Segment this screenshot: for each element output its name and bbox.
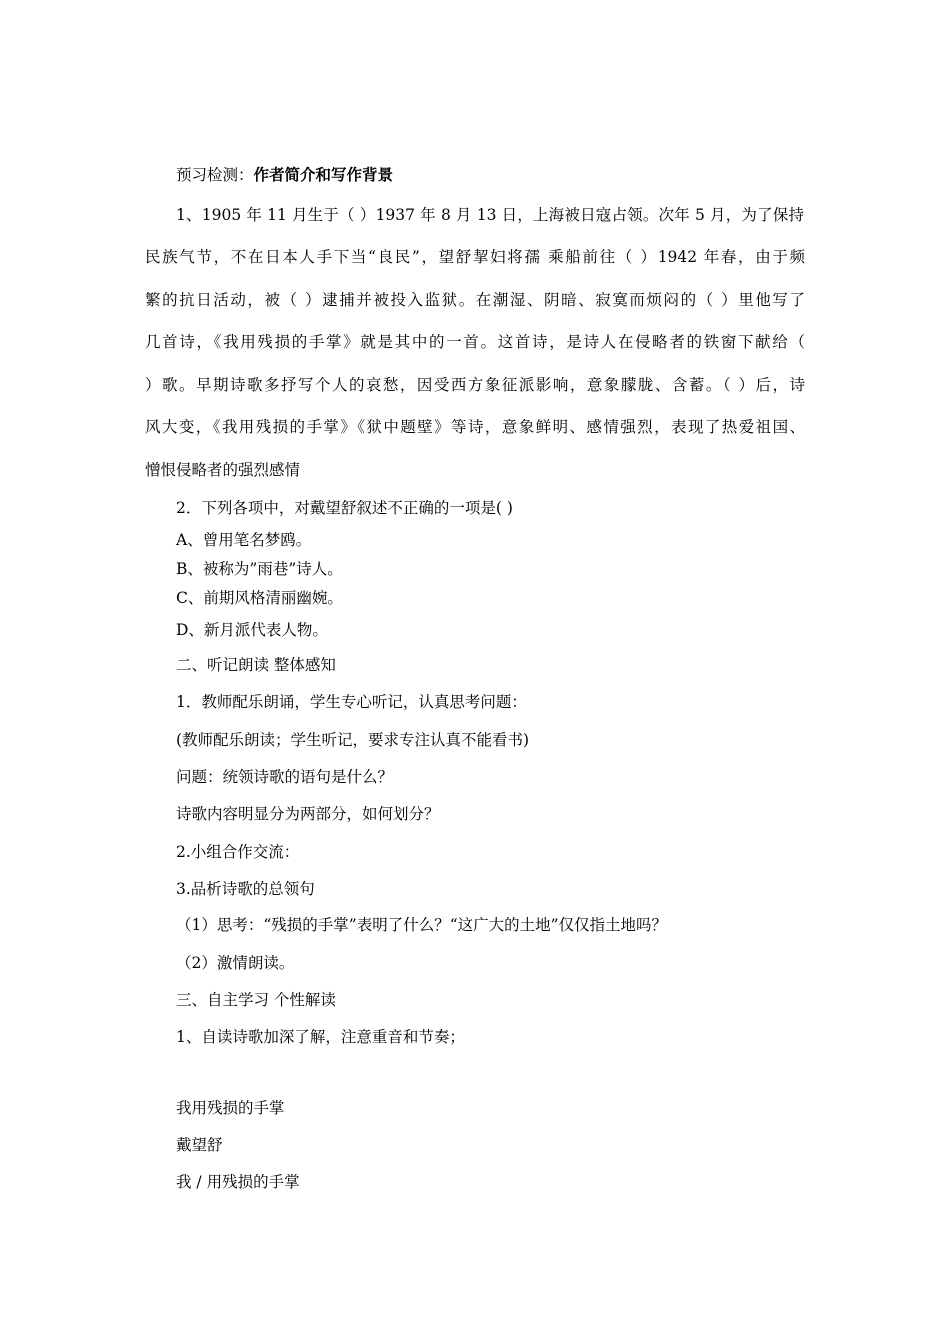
section-2-line-7: （1）思考：“残损的手掌”表明了什么？“这广大的土地”仅仅指土地吗？ — [176, 916, 668, 934]
section-2-line-5: 2.小组合作交流： — [176, 843, 300, 861]
para1-line-7: 憎恨侵略者的强烈感情 — [145, 461, 301, 479]
section-2-title: 二、听记朗读 整体感知 — [176, 656, 336, 674]
para1-line-6: 风大变，《我用残损的手掌》《狱中题壁》等诗，意象鲜明、感情强烈，表现了热爱祖国、 — [145, 418, 805, 436]
section-2-line-1: 1．教师配乐朗诵，学生专心听记，认真思考问题： — [176, 693, 527, 711]
section-2-line-6: 3.品析诗歌的总领句 — [176, 880, 315, 898]
section-2-line-8: （2）激情朗读。 — [176, 954, 295, 972]
heading-bold: 作者简介和写作背景 — [253, 165, 394, 184]
para1-line-3: 繁的抗日活动，被（ ）逮捕并被投入监狱。在潮湿、阴暗、寂寞而烦闷的（ ）里他写了 — [145, 291, 805, 309]
preview-heading — [176, 165, 393, 185]
section-2-line-2: (教师配乐朗读；学生听记，要求专注认真不能看书) — [176, 731, 530, 749]
poem-line-1: 我 / 用残损的手掌 — [176, 1173, 300, 1191]
section-3-title: 三、自主学习 个性解读 — [176, 991, 336, 1009]
section-3-line-1: 1、自读诗歌加深了解，注意重音和节奏； — [176, 1028, 465, 1046]
question-2-option-b: B、被称为”雨巷”诗人。 — [176, 560, 343, 578]
poem-title: 我用残损的手掌 — [176, 1099, 285, 1117]
para1-line-4: 几首诗，《我用残损的手掌》就是其中的一首。这首诗，是诗人在侵略者的铁窗下献给（ — [145, 333, 805, 351]
section-2-line-3: 问题：统领诗歌的语句是什么？ — [176, 768, 394, 786]
question-2-option-a: A、曾用笔名梦鸥。 — [176, 531, 312, 549]
section-2-line-4: 诗歌内容明显分为两部分，如何划分？ — [176, 805, 440, 823]
question-2-option-d: D、新月派代表人物。 — [176, 621, 328, 639]
question-2-stem: 2．下列各项中，对戴望舒叙述不正确的一项是( ) — [176, 499, 513, 517]
para1-line-2: 民族气节，不在日本人手下当“良民”，望舒挈妇将孺 乘船前往（ ）1942 年春，由于频 — [145, 248, 805, 266]
poem-author: 戴望舒 — [176, 1136, 223, 1154]
para1-line-1: 1、1905 年 11 月生于（ ）1937 年 8 月 13 日，上海被日寇占领。次年 5 月，为了保持 — [176, 206, 804, 224]
heading-prefix: 预习检测： — [176, 166, 254, 184]
question-2-option-c: C、前期风格清丽幽婉。 — [176, 589, 343, 607]
para1-line-5: ）歌。早期诗歌多抒写个人的哀愁，因受西方象征派影响，意象朦胧、含蓄。（ ）后，诗 — [145, 376, 805, 394]
